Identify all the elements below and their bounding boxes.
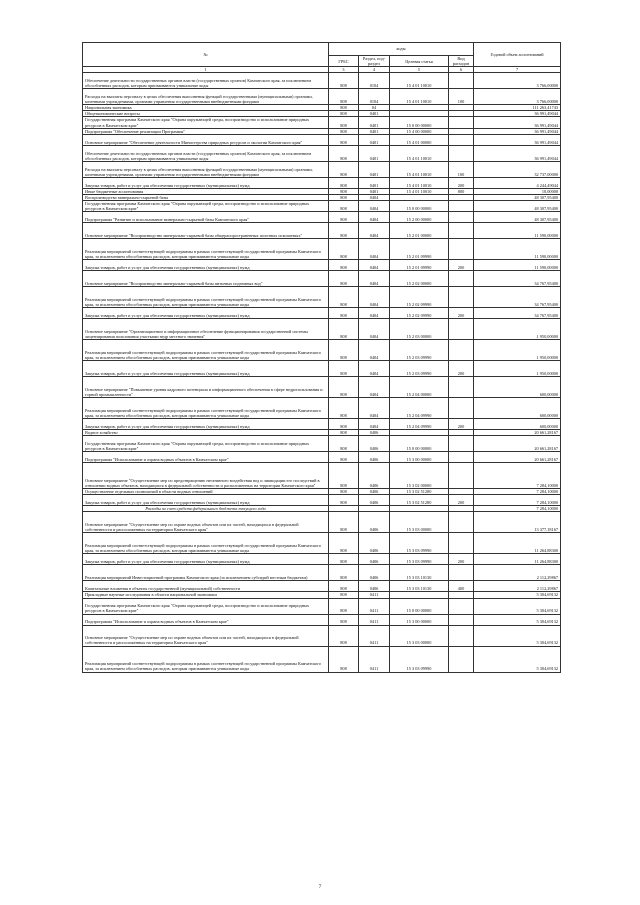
row-section: 0401 (359, 188, 390, 194)
table-row (83, 452, 561, 463)
budget-table-sheet (82, 42, 560, 673)
row-grbs: 808 (329, 111, 359, 117)
table-row (83, 287, 561, 308)
row-description: Реализация мероприятий соответствующей подпрограммы в рамках соответствующей государственной программы Камчатского края, за исключением обособленных расходов, которым присваиваются уникальные коды (83, 646, 329, 672)
row-amount: 48 307,95400 (474, 212, 561, 223)
row-target-article: 15 3 03 09990 (390, 533, 449, 554)
table-row (83, 512, 561, 533)
row-target-article: 15 0 00 00000 (390, 436, 449, 452)
row-expense-type (449, 200, 474, 211)
row-description: Закупка товаров, работ и услуг для обеспечения государственных (муниципальных) нужд (83, 554, 329, 565)
row-description: Подпрограмма "Развитие и использование минерально-сырьевой базы Камчатского края" (83, 212, 329, 223)
row-section: 0104 (359, 89, 390, 105)
table-row (83, 533, 561, 554)
table-row (83, 565, 561, 581)
row-amount: 7 284,10000 (474, 463, 561, 489)
row-expense-type (449, 398, 474, 419)
row-target-article: 15 3 03 00000 (390, 625, 449, 646)
row-description: Реализация мероприятий соответствующей подпрограммы в рамках соответствующей государственной программы Камчатского края, за исключением обособленных расходов, которым присваиваются уникальные коды (83, 398, 329, 419)
row-amount: 1 950,00000 (474, 361, 561, 377)
header-codes: коды (329, 43, 474, 56)
row-target-article: 15 4 01 10010 (390, 177, 449, 188)
row-amount: 5 304,69132 (474, 625, 561, 646)
row-description: Национальная экономика (83, 105, 329, 111)
table-row (83, 581, 561, 592)
row-section: 0404 (359, 212, 390, 223)
row-target-article: 15 3 02 51280 (390, 495, 449, 506)
row-target-article: 15 4 01 10010 (390, 145, 449, 161)
row-description: Основное мероприятие "Повышение уровня кадрового потенциала и информационного обеспечения в сфере недропользования и горной промышленности" (83, 377, 329, 398)
table-row (83, 625, 561, 646)
table-row (83, 73, 561, 89)
table-row (83, 200, 561, 211)
row-section: 0406 (359, 512, 390, 533)
row-grbs: 808 (329, 145, 359, 161)
row-section: 0404 (359, 340, 390, 361)
row-target-article: 15 4 00 00000 (390, 128, 449, 134)
row-amount: 20 661,28167 (474, 430, 561, 436)
row-expense-type: 200 (449, 495, 474, 506)
row-amount: 2 112,29867 (474, 581, 561, 592)
row-amount: 34 767,95400 (474, 308, 561, 319)
row-grbs: 808 (329, 200, 359, 211)
row-target-article: 15 4 01 10010 (390, 188, 449, 194)
row-grbs: 808 (329, 598, 359, 614)
row-amount: 34 767,95400 (474, 287, 561, 308)
row-description: Расходы на выплаты персоналу в целях обеспечения выполнения функций государственными (муниципальными) органами, казенными учреждениями, органами управления государственными внебюджетными фондами (83, 161, 329, 177)
row-expense-type: 200 (449, 308, 474, 319)
row-section: 0401 (359, 111, 390, 117)
row-amount: 3 766,00000 (474, 89, 561, 105)
row-target-article: 15 3 00 00000 (390, 452, 449, 463)
header-row-top (83, 43, 561, 56)
row-expense-type (449, 340, 474, 361)
row-expense-type (449, 223, 474, 239)
row-grbs: 808 (329, 489, 359, 495)
row-amount: 32 737,00000 (474, 161, 561, 177)
table-row (83, 161, 561, 177)
row-section: 0404 (359, 194, 390, 200)
row-grbs: 808 (329, 512, 359, 533)
row-section: 0406 (359, 463, 390, 489)
row-description: Обеспечение деятельности государственных органов власти (государственных органов) Камчатского края, за исключением обособленных расходов, которым присваиваются уникальные коды (83, 145, 329, 161)
row-section: 0411 (359, 646, 390, 672)
row-target-article: 15 0 00 00000 (390, 117, 449, 128)
row-description: Водное хозяйство (83, 430, 329, 436)
row-expense-type: 800 (449, 188, 474, 194)
row-target-article: 15 2 02 09990 (390, 287, 449, 308)
row-amount: 5 304,69132 (474, 592, 561, 598)
row-expense-type: 200 (449, 177, 474, 188)
table-row (83, 145, 561, 161)
row-section: 0406 (359, 489, 390, 495)
row-amount: 7 284,10000 (474, 489, 561, 495)
table-row (83, 89, 561, 105)
row-description: Реализация мероприятий соответствующей подпрограммы в рамках соответствующей государственной программы Камчатского края, за исключением обособленных расходов, которым присваиваются уникальные коды (83, 533, 329, 554)
row-description: Закупка товаров, работ и услуг для обеспечения государственных (муниципальных) нужд (83, 361, 329, 377)
row-grbs: 808 (329, 134, 359, 145)
row-grbs: 808 (329, 533, 359, 554)
row-target-article: 15 2 01 09990 (390, 260, 449, 271)
header-amount: Годовой объем ассигнований (474, 43, 561, 67)
row-amount: 11 590,00000 (474, 260, 561, 271)
row-grbs: 808 (329, 319, 359, 340)
row-description: Государственная программа Камчатского края "Охрана окружающей среды, воспроизводство и использование природных ресурсов в Камчатском крае" (83, 436, 329, 452)
row-amount: 11 264,88300 (474, 554, 561, 565)
header-exp-type: Вид расходов (449, 56, 474, 67)
row-target-article: 15 2 03 00000 (390, 319, 449, 340)
row-section: 0401 (359, 134, 390, 145)
row-amount: 36 991,49044 (474, 145, 561, 161)
colnum-cell: 4 (359, 67, 390, 73)
row-grbs: 808 (329, 592, 359, 598)
row-description: Прикладные научные исследования в области национальной экономики (83, 592, 329, 598)
row-expense-type (449, 598, 474, 614)
row-amount: 600,00000 (474, 377, 561, 398)
row-grbs: 808 (329, 194, 359, 200)
row-description: Общеэкономические вопросы (83, 111, 329, 117)
row-grbs: 808 (329, 377, 359, 398)
row-amount: 36 991,49044 (474, 111, 561, 117)
row-section: 0401 (359, 161, 390, 177)
row-grbs: 808 (329, 430, 359, 436)
header-num: № (83, 43, 329, 67)
row-target-article: 15 2 02 00000 (390, 271, 449, 287)
row-section: 0404 (359, 260, 390, 271)
row-grbs: 808 (329, 436, 359, 452)
table-row (83, 614, 561, 625)
row-amount: 4 244,49044 (474, 177, 561, 188)
row-amount: 13 377,18167 (474, 512, 561, 533)
row-grbs: 808 (329, 463, 359, 489)
row-grbs: 808 (329, 625, 359, 646)
row-amount: 600,00000 (474, 419, 561, 430)
table-row (83, 340, 561, 361)
row-description: Расходы на выплаты персоналу в целях обеспечения выполнения функций государственными (муниципальными) органами, казенными учреждениями, органами управления государственными внебюджетными фондами (83, 89, 329, 105)
row-description: Подпрограмма "Обеспечение реализации Программы" (83, 128, 329, 134)
row-expense-type (449, 319, 474, 340)
row-target-article: 15 4 01 10010 (390, 89, 449, 105)
table-row (83, 436, 561, 452)
table-row (83, 271, 561, 287)
row-expense-type (449, 73, 474, 89)
row-description: Реализация мероприятий Инвестиционной программы Камчатского края (за исключением субсидий местным бюджетам) (83, 565, 329, 581)
row-target-article: 15 3 03 09990 (390, 554, 449, 565)
row-description: Капитальные вложения в объекты государственной (муниципальной) собственности (83, 581, 329, 592)
row-description: Закупка товаров, работ и услуг для обеспечения государственных (муниципальных) нужд (83, 260, 329, 271)
row-description: Закупка товаров, работ и услуг для обеспечения государственных (муниципальных) нужд (83, 308, 329, 319)
row-section: 0411 (359, 598, 390, 614)
row-grbs: 808 (329, 188, 359, 194)
row-expense-type: 200 (449, 361, 474, 377)
row-grbs: 808 (329, 212, 359, 223)
row-description: Иные бюджетные ассигнования (83, 188, 329, 194)
row-expense-type (449, 271, 474, 287)
row-description: Основное мероприятие "Осуществление мер по предотвращению негативного воздействия вод и ликвидации его последствий в отношении водных объектов, находящихся в федеральной собственности и расположенных на территории Камчатского края" (83, 463, 329, 489)
row-grbs: 808 (329, 398, 359, 419)
row-section: 0401 (359, 117, 390, 128)
row-expense-type (449, 646, 474, 672)
row-grbs: 808 (329, 73, 359, 89)
row-expense-type (449, 625, 474, 646)
row-expense-type: 100 (449, 89, 474, 105)
row-target-article: 15 2 03 09990 (390, 340, 449, 361)
table-row (83, 377, 561, 398)
row-grbs: 808 (329, 308, 359, 319)
row-amount: 7 284,10000 (474, 506, 561, 512)
row-grbs: 808 (329, 581, 359, 592)
row-amount: 5 304,69132 (474, 646, 561, 672)
row-expense-type: 200 (449, 554, 474, 565)
budget-table (82, 42, 561, 673)
row-expense-type (449, 614, 474, 625)
row-amount: 20 661,28167 (474, 452, 561, 463)
table-row (83, 117, 561, 128)
row-amount: 48 307,95400 (474, 194, 561, 200)
row-grbs: 808 (329, 271, 359, 287)
page-number: 7 (318, 884, 322, 890)
row-target-article: 15 2 04 09990 (390, 398, 449, 419)
row-section: 0406 (359, 581, 390, 592)
row-description: Расходы за счет средств федерального бюджета текущего года (83, 506, 329, 512)
row-section: 0404 (359, 319, 390, 340)
row-amount: 48 307,95400 (474, 200, 561, 211)
row-description: Основное мероприятие "Осуществление мер по охране водных объектов или их частей, находящихся в федеральной собственности и расположенных на территории Камчатского края" (83, 512, 329, 533)
table-row (83, 319, 561, 340)
row-expense-type (449, 463, 474, 489)
row-expense-type (449, 134, 474, 145)
row-expense-type: 200 (449, 260, 474, 271)
row-grbs: 808 (329, 128, 359, 134)
row-expense-type (449, 533, 474, 554)
row-section: 0404 (359, 361, 390, 377)
header-target: Целевая статья (390, 56, 449, 67)
row-section: 0406 (359, 430, 390, 436)
row-grbs: 808 (329, 495, 359, 506)
table-row (83, 260, 561, 271)
row-target-article: 15 2 04 00000 (390, 377, 449, 398)
table-row (83, 598, 561, 614)
row-section: 0104 (359, 73, 390, 89)
table-row (83, 223, 561, 239)
row-description: Государственная программа Камчатского края "Охрана окружающей среды, воспроизводство и использование природных ресурсов в Камчатском крае" (83, 598, 329, 614)
row-target-article: 15 2 00 00000 (390, 212, 449, 223)
row-target-article: 15 2 04 09990 (390, 419, 449, 430)
row-description: Государственная программа Камчатского края "Охрана окружающей среды, воспроизводство и использование природных ресурсов в Камчатском крае" (83, 200, 329, 211)
row-amount: 34 767,95400 (474, 271, 561, 287)
row-expense-type (449, 436, 474, 452)
row-amount: 11 264,88300 (474, 533, 561, 554)
row-target-article: 15 3 03 09990 (390, 646, 449, 672)
row-amount: 5 304,69132 (474, 614, 561, 625)
header-grbs: ГРБС (329, 56, 359, 67)
row-expense-type (449, 377, 474, 398)
row-section: 04 (359, 105, 390, 111)
table-row (83, 398, 561, 419)
row-target-article: 15 2 01 09990 (390, 239, 449, 260)
row-amount: 20 661,28167 (474, 436, 561, 452)
row-grbs: 808 (329, 361, 359, 377)
row-target-article: 15 2 03 09990 (390, 361, 449, 377)
table-row (83, 554, 561, 565)
row-grbs: 808 (329, 554, 359, 565)
row-amount: 600,00000 (474, 398, 561, 419)
table-row (83, 134, 561, 145)
row-target-article: 15 2 02 09990 (390, 308, 449, 319)
row-amount: 36 991,49044 (474, 134, 561, 145)
row-section: 0406 (359, 533, 390, 554)
table-row (83, 495, 561, 506)
colnum-cell: 1 (83, 67, 329, 73)
row-amount: 2 112,29867 (474, 565, 561, 581)
row-section: 0404 (359, 239, 390, 260)
row-grbs: 808 (329, 105, 359, 111)
row-grbs: 808 (329, 223, 359, 239)
row-description: Закупка товаров, работ и услуг для обеспечения государственных (муниципальных) нужд (83, 177, 329, 188)
row-section: 0404 (359, 308, 390, 319)
table-row (83, 419, 561, 430)
row-amount: 36 991,49044 (474, 117, 561, 128)
row-target-article: 15 2 01 00000 (390, 223, 449, 239)
row-section: 0406 (359, 436, 390, 452)
row-expense-type (449, 512, 474, 533)
row-amount: 111 263,41743 (474, 105, 561, 111)
row-description: Подпрограмма "Использование и охрана водных объектов в Камчатском крае" (83, 614, 329, 625)
row-expense-type (449, 565, 474, 581)
row-grbs: 808 (329, 565, 359, 581)
row-target-article: 15 3 03 00000 (390, 512, 449, 533)
row-section: 0401 (359, 128, 390, 134)
row-section: 0406 (359, 452, 390, 463)
row-description: Осуществление отдельных полномочий в области водных отношений (83, 489, 329, 495)
row-grbs: 808 (329, 177, 359, 188)
row-description: Обеспечение деятельности государственных органов власти (государственных органов) Камчатского края, за исключением обособленных расходов, которым присваиваются уникальные коды (83, 73, 329, 89)
row-description: Основное мероприятие "Обеспечение деятельности Министерства природных ресурсов и экологии Камчатского края" (83, 134, 329, 145)
row-grbs: 808 (329, 287, 359, 308)
row-expense-type: 200 (449, 419, 474, 430)
row-section: 0404 (359, 200, 390, 211)
table-row (83, 308, 561, 319)
row-description: Основное мероприятие "Воспроизводство минерально-сырьевой базы питьевых подземных вод" (83, 271, 329, 287)
table-row (83, 463, 561, 489)
table-row (83, 212, 561, 223)
row-grbs: 808 (329, 614, 359, 625)
row-description: Основное мероприятие "Воспроизводство минерально-сырьевой базы общераспространенных полезных ископаемых" (83, 223, 329, 239)
row-grbs: 808 (329, 419, 359, 430)
table-row (83, 239, 561, 260)
row-amount: 1 950,00000 (474, 319, 561, 340)
row-amount: 7 284,10000 (474, 495, 561, 506)
row-amount: 11 590,00000 (474, 223, 561, 239)
row-target-article: 15 4 01 00000 (390, 134, 449, 145)
row-amount: 11 590,00000 (474, 239, 561, 260)
table-row (83, 646, 561, 672)
row-description: Основное мероприятие "Осуществление мер по охране водных объектов или их частей, находящихся в федеральной собственности и расположенных на территории Камчатского края" (83, 625, 329, 646)
row-grbs: 808 (329, 260, 359, 271)
row-section: 0411 (359, 625, 390, 646)
row-amount: 3 766,00000 (474, 73, 561, 89)
colnum-cell: 7 (474, 67, 561, 73)
row-section: 0406 (359, 565, 390, 581)
row-target-article: 15 3 03 10130 (390, 581, 449, 592)
row-section: 0401 (359, 145, 390, 161)
row-expense-type (449, 145, 474, 161)
colnum-cell: 6 (449, 67, 474, 73)
row-target-article: 15 3 00 00000 (390, 614, 449, 625)
row-grbs: 808 (329, 340, 359, 361)
row-description: Реализация мероприятий соответствующей подпрограммы в рамках соответствующей государственной программы Камчатского края, за исключением обособленных расходов, которым присваиваются уникальные коды (83, 340, 329, 361)
row-description: Подпрограмма "Использование и охрана водных объектов в Камчатском крае" (83, 452, 329, 463)
row-expense-type: 100 (449, 161, 474, 177)
row-expense-type (449, 239, 474, 260)
row-section: 0404 (359, 377, 390, 398)
row-description: Государственная программа Камчатского края "Охрана окружающей среды, воспроизводство и использование природных ресурсов в Камчатском крае" (83, 117, 329, 128)
row-amount: 1 950,00000 (474, 340, 561, 361)
row-target-article: 15 3 03 10130 (390, 565, 449, 581)
row-section: 0404 (359, 287, 390, 308)
header-section: Раздел, под-раздел (359, 56, 390, 67)
row-section: 0406 (359, 495, 390, 506)
row-section: 0404 (359, 223, 390, 239)
row-target-article: 15 3 02 00000 (390, 463, 449, 489)
row-grbs: 808 (329, 117, 359, 128)
row-description: Закупка товаров, работ и услуг для обеспечения государственных (муниципальных) нужд (83, 419, 329, 430)
budget-table-body (83, 73, 561, 672)
row-expense-type (449, 212, 474, 223)
row-section: 0404 (359, 419, 390, 430)
row-expense-type (449, 287, 474, 308)
row-amount: 10,00000 (474, 188, 561, 194)
row-section: 0406 (359, 554, 390, 565)
row-target-article: 15 4 01 10010 (390, 161, 449, 177)
row-section: 0404 (359, 398, 390, 419)
row-grbs: 808 (329, 452, 359, 463)
row-section: 0411 (359, 592, 390, 598)
row-expense-type (449, 452, 474, 463)
row-grbs: 808 (329, 161, 359, 177)
row-description: Закупка товаров, работ и услуг для обеспечения государственных (муниципальных) нужд (83, 495, 329, 506)
colnum-cell: 3 (329, 67, 359, 73)
row-grbs: 808 (329, 89, 359, 105)
row-description: Основное мероприятие "Организационное и информационное обеспечение функционирования государственной системы лицензирования пользования участками недр местного значения" (83, 319, 329, 340)
row-amount: 36 991,49044 (474, 128, 561, 134)
row-description: Реализация мероприятий соответствующей подпрограммы в рамках соответствующей государственной программы Камчатского края, за исключением обособленных расходов, которым присваиваются уникальные коды (83, 287, 329, 308)
row-target-article: 15 3 02 51280 (390, 489, 449, 495)
row-target-article: 15 4 01 10010 (390, 73, 449, 89)
row-section: 0401 (359, 177, 390, 188)
table-row (83, 177, 561, 188)
table-row (83, 361, 561, 377)
row-description: Воспроизводство минерально-сырьевой базы (83, 194, 329, 200)
row-description: Реализация мероприятий соответствующей подпрограммы в рамках соответствующей государственной программы Камчатского края, за исключением обособленных расходов, которым присваиваются уникальные коды (83, 239, 329, 260)
row-target-article: 15 0 00 00000 (390, 598, 449, 614)
row-expense-type (449, 117, 474, 128)
row-section: 0411 (359, 614, 390, 625)
row-grbs: 808 (329, 646, 359, 672)
colnum-cell: 5 (390, 67, 449, 73)
row-section: 0404 (359, 271, 390, 287)
row-target-article: 15 0 00 00000 (390, 200, 449, 211)
row-expense-type: 400 (449, 581, 474, 592)
row-amount: 5 304,69132 (474, 598, 561, 614)
row-grbs: 808 (329, 239, 359, 260)
